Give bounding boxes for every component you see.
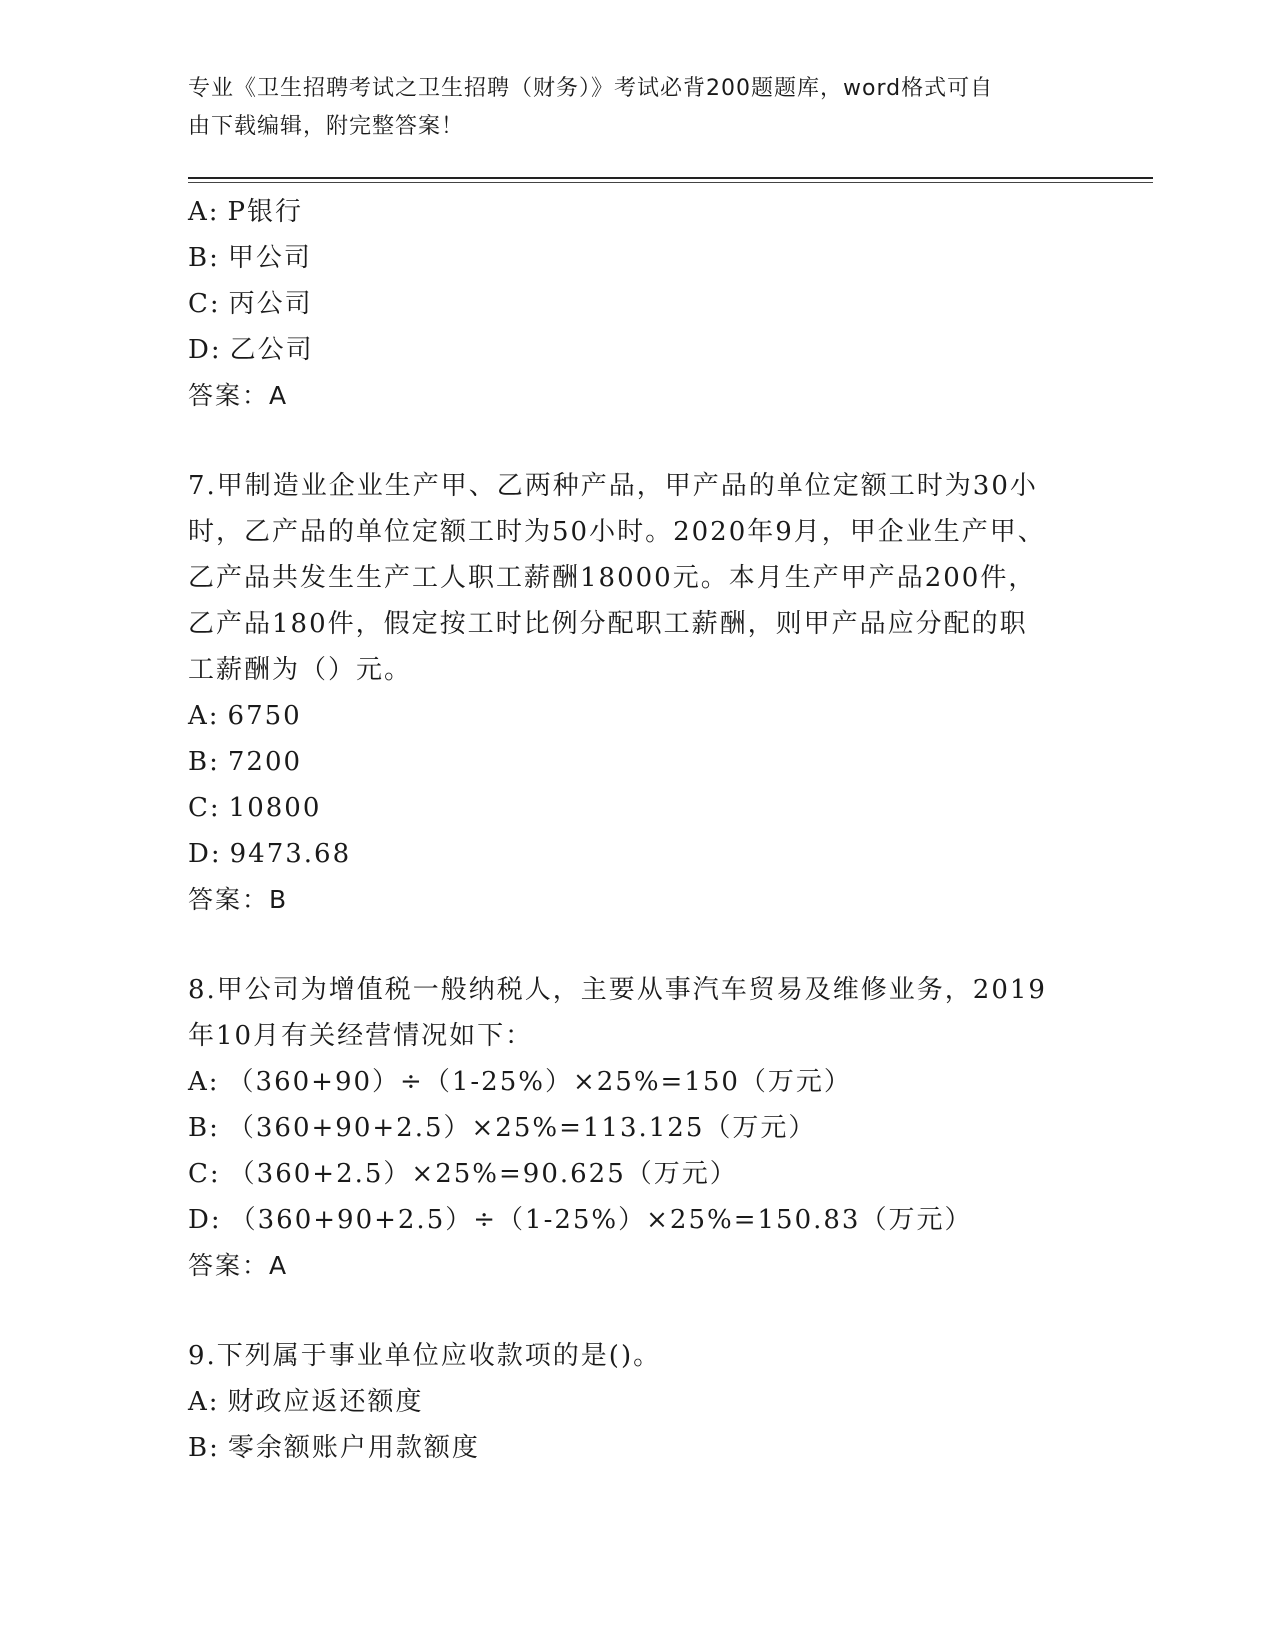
answer-line: 答案：B xyxy=(188,885,289,914)
option-d xyxy=(188,1197,1088,1243)
option-letter: A: xyxy=(188,197,220,227)
option-a xyxy=(188,1059,1088,1105)
option-text: P银行 xyxy=(227,197,304,227)
option-letter: A: xyxy=(188,701,220,731)
option-c xyxy=(188,1151,1088,1197)
option-text: 丙公司 xyxy=(228,289,313,319)
option-letter: C: xyxy=(188,793,221,823)
spacer xyxy=(188,1289,1088,1333)
option-b xyxy=(188,235,1088,281)
option-letter: B: xyxy=(188,1433,220,1463)
spacer xyxy=(188,923,1088,967)
option-letter: B: xyxy=(188,1113,220,1143)
option-letter: B: xyxy=(188,243,220,273)
header-line-1: 专业《卫生招聘考试之卫生招聘（财务）》考试必背200题题库，word格式可自 xyxy=(188,76,994,101)
option-text: 零余额账户用款额度 xyxy=(227,1433,480,1463)
answer-line: 答案：A xyxy=(188,1251,289,1280)
option-text: 甲公司 xyxy=(227,243,312,273)
option-text: （360+90+2.5）÷（1-25%）×25%=150.83（万元） xyxy=(229,1205,973,1235)
question-stem-line: 年10月有关经营情况如下： xyxy=(188,1021,534,1051)
option-text: （360+90+2.5）×25%=113.125（万元） xyxy=(227,1113,817,1143)
option-letter: D: xyxy=(188,839,222,869)
option-a xyxy=(188,189,1088,235)
option-letter: A: xyxy=(188,1387,220,1417)
option-a xyxy=(188,693,1088,739)
option-text: （360+2.5）×25%=90.625（万元） xyxy=(228,1159,738,1189)
question-8 xyxy=(188,967,1088,1289)
option-b xyxy=(188,1105,1088,1151)
option-letter: A: xyxy=(188,1067,220,1097)
option-a xyxy=(188,1379,1088,1425)
question-stem-line: 9.下列属于事业单位应收款项的是()。 xyxy=(188,1341,662,1371)
option-d xyxy=(188,327,1088,373)
header-line-2: 由下载编辑，附完整答案！ xyxy=(188,114,465,139)
question-stem-line: 乙产品180件，假定按工时比例分配职工薪酬，则甲产品应分配的职 xyxy=(188,609,1028,639)
question-stem-line: 乙产品共发生生产工人职工薪酬18000元。本月生产甲产品200件， xyxy=(188,563,1037,593)
option-text: 6750 xyxy=(227,701,302,731)
question-6 xyxy=(188,189,1088,419)
option-text: 乙公司 xyxy=(229,335,314,365)
option-letter: D: xyxy=(188,335,222,365)
question-9 xyxy=(188,1333,1088,1471)
answer-line: 答案：A xyxy=(188,381,289,410)
question-stem-line: 时，乙产品的单位定额工时为50小时。2020年9月，甲企业生产甲、 xyxy=(188,517,1046,547)
question-stem-line: 7.甲制造业企业生产甲、乙两种产品，甲产品的单位定额工时为30小 xyxy=(188,471,1038,501)
option-c xyxy=(188,281,1088,327)
option-c xyxy=(188,785,1088,831)
option-text: （360+90）÷（1-25%）×25%=150（万元） xyxy=(227,1067,852,1097)
option-letter: C: xyxy=(188,1159,221,1189)
question-list xyxy=(188,189,1088,1471)
header-divider-thin xyxy=(188,182,1153,183)
option-letter: D: xyxy=(188,1205,222,1235)
question-7 xyxy=(188,463,1088,923)
option-text: 9473.68 xyxy=(229,839,352,869)
option-b xyxy=(188,1425,1088,1471)
header-divider-thick xyxy=(188,177,1153,179)
option-text: 7200 xyxy=(227,747,303,777)
spacer xyxy=(188,419,1088,463)
option-letter: C: xyxy=(188,289,221,319)
document-header xyxy=(188,70,1068,146)
question-stem-line: 工薪酬为（）元。 xyxy=(188,655,413,685)
option-text: 10800 xyxy=(228,793,322,823)
option-d xyxy=(188,831,1088,877)
question-stem-line: 8.甲公司为增值税一般纳税人，主要从事汽车贸易及维修业务，2019 xyxy=(188,975,1047,1005)
option-b xyxy=(188,739,1088,785)
option-letter: B: xyxy=(188,747,220,777)
option-text: 财政应返还额度 xyxy=(227,1387,424,1417)
